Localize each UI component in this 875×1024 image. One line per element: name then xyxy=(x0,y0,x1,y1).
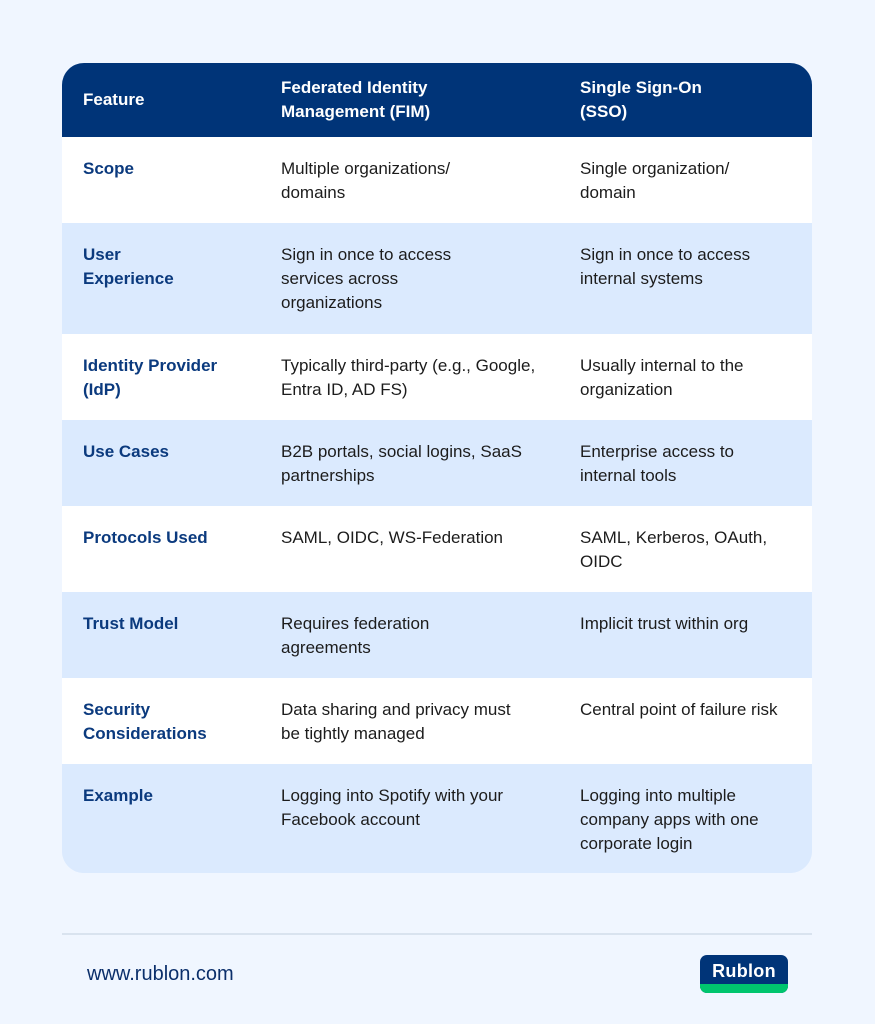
feature-label: Trust Model xyxy=(83,614,179,633)
table-header-row xyxy=(62,63,812,137)
logo-text: Rublon xyxy=(712,961,776,981)
header-sso: Single Sign-On (SSO) xyxy=(580,78,702,121)
feature-label: Example xyxy=(83,786,153,805)
sso-cell: Logging into multiple company apps with one corporate login xyxy=(580,786,759,853)
feature-label: Identity Provider (IdP) xyxy=(83,356,218,399)
feature-label: Use Cases xyxy=(83,442,170,461)
fim-cell: Typically third-party (e.g., Google, Entra ID, AD FS) xyxy=(281,356,536,399)
fim-cell: B2B portals, social logins, SaaS partnerships xyxy=(281,442,522,485)
sso-cell: Enterprise access to internal tools xyxy=(580,442,735,485)
table-row-example xyxy=(62,764,812,873)
comparison-table xyxy=(62,63,812,873)
table-row-identity-provider xyxy=(62,334,812,420)
feature-label: User Experience xyxy=(83,245,174,288)
sso-cell: Sign in once to access internal systems xyxy=(580,245,751,288)
footer-divider xyxy=(62,933,812,935)
sso-cell: Implicit trust within org xyxy=(580,614,749,633)
fim-cell: Sign in once to access services across organizations xyxy=(281,245,452,312)
website-link[interactable]: www.rublon.com xyxy=(87,963,234,985)
table-row-scope xyxy=(62,137,812,223)
fim-cell: Multiple organizations/ domains xyxy=(281,159,451,202)
fim-cell: Requires federation agreements xyxy=(281,614,430,657)
sso-cell: SAML, Kerberos, OAuth, OIDC xyxy=(580,528,768,571)
fim-cell: Data sharing and privacy must be tightly managed xyxy=(281,700,511,743)
feature-label: Security Considerations xyxy=(83,700,207,743)
fim-cell: Logging into Spotify with your Facebook account xyxy=(281,786,504,829)
fim-cell: SAML, OIDC, WS-Federation xyxy=(281,528,504,547)
table-row-user-experience xyxy=(62,223,812,334)
logo-accent-bar xyxy=(700,984,788,993)
sso-cell: Usually internal to the organization xyxy=(580,356,744,399)
sso-cell: Central point of failure risk xyxy=(580,700,778,719)
header-feature: Feature xyxy=(83,90,145,109)
header-fim: Federated Identity Management (FIM) xyxy=(281,78,431,121)
table-row-protocols-used xyxy=(62,506,812,592)
feature-label: Protocols Used xyxy=(83,528,208,547)
feature-label: Scope xyxy=(83,159,135,178)
rublon-logo xyxy=(700,955,788,993)
table-row-use-cases xyxy=(62,420,812,506)
sso-cell: Single organization/ domain xyxy=(580,159,730,202)
table-row-trust-model xyxy=(62,592,812,678)
table-row-security-considerations xyxy=(62,678,812,764)
